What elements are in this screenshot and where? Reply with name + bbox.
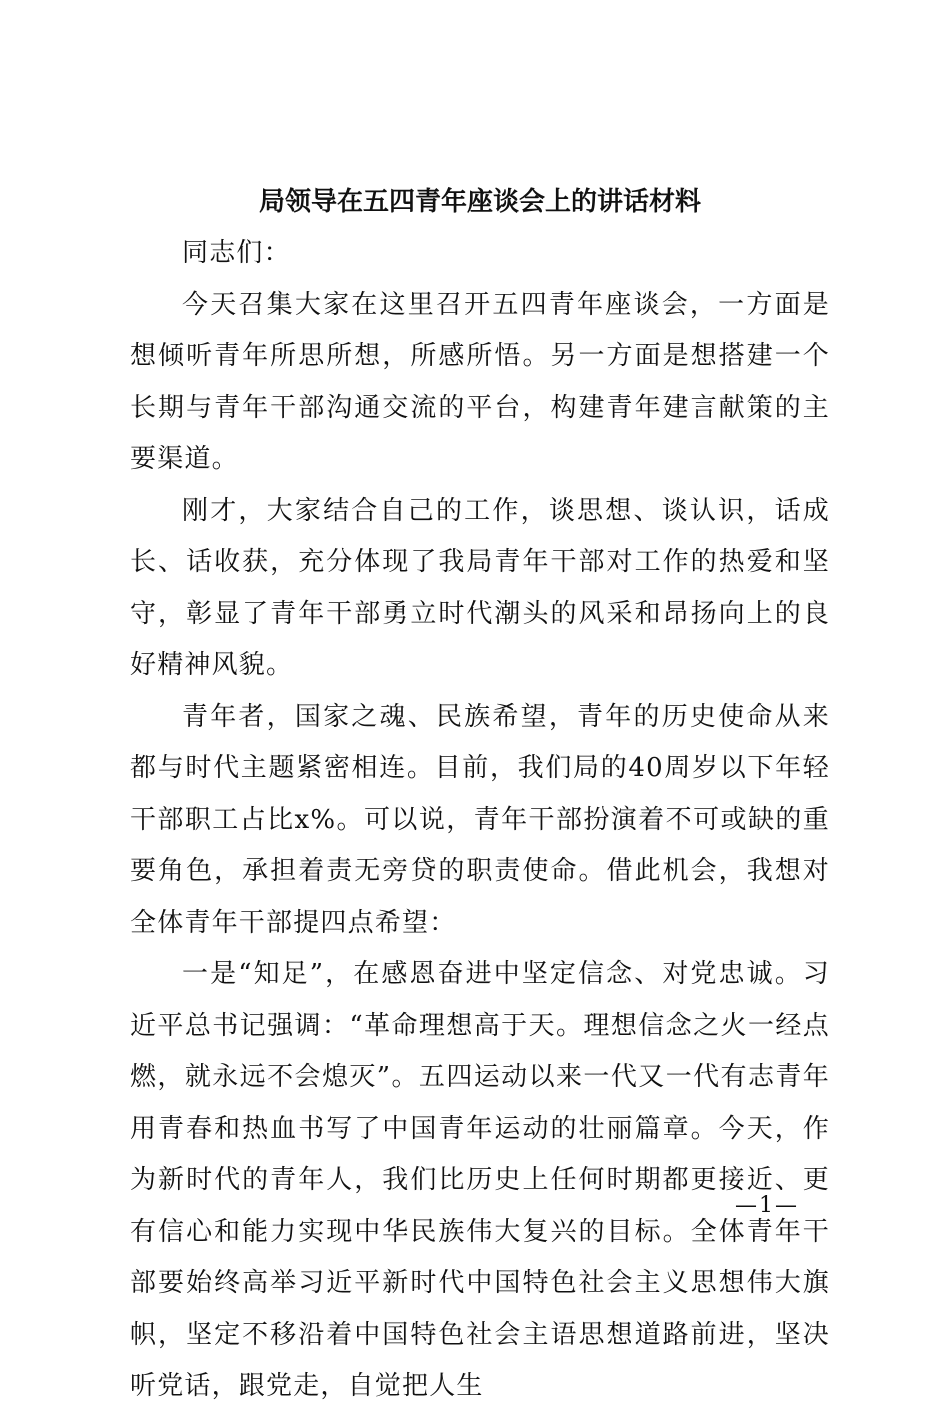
document-title: 局领导在五四青年座谈会上的讲话材料 <box>258 187 701 217</box>
salutation: 同志们： <box>182 238 291 268</box>
paragraph-first-hope: 一是“知足”，在感恩奋进中坚定信念、对党忠诚。习近平总书记强调：“革命理想高于天。理想信念之火一经点燃，就永远不会熄灭”。五四运动以来一代又一代有志青年用青春和热血书写了中国青年运动的壮丽篇章。今天，作为新时代的青年人，我们比历史上任何时期都更接近、更有信心和能力实现中华民族伟大复兴的目标。全体青年干部要始终高举习近平新时代中国特色社会主义思想伟大旗帜，坚定不移沿着中国特色社会主语思想道路前进，坚决听党话，跟党走，自觉把人生 <box>130 959 830 1401</box>
paragraph-intro: 今天召集大家在这里召开五四青年座谈会，一方面是想倾听青年所思所想，所感所悟。另一方面是想搭建一个长期与青年干部沟通交流的平台，构建青年建言献策的主要渠道。 <box>130 289 830 474</box>
paragraph-youth-mission: 青年者，国家之魂、民族希望，青年的历史使命从来都与时代主题紧密相连。目前，我们局的40周岁以下年轻干部职工占比x%。可以说，青年干部扮演着不可或缺的重要角色，承担着责无旁贷的职责使命。借此机会，我想对全体青年干部提四点希望： <box>130 701 830 938</box>
document-body <box>130 228 830 1413</box>
paragraph-discussion: 刚才，大家结合自己的工作，谈思想、谈认识，话成长、话收获，充分体现了我局青年干部对工作的热爱和坚守，彰显了青年干部勇立时代潮头的风采和昂扬向上的良好精神风貌。 <box>130 495 830 680</box>
page-number: —1— <box>735 1193 799 1218</box>
